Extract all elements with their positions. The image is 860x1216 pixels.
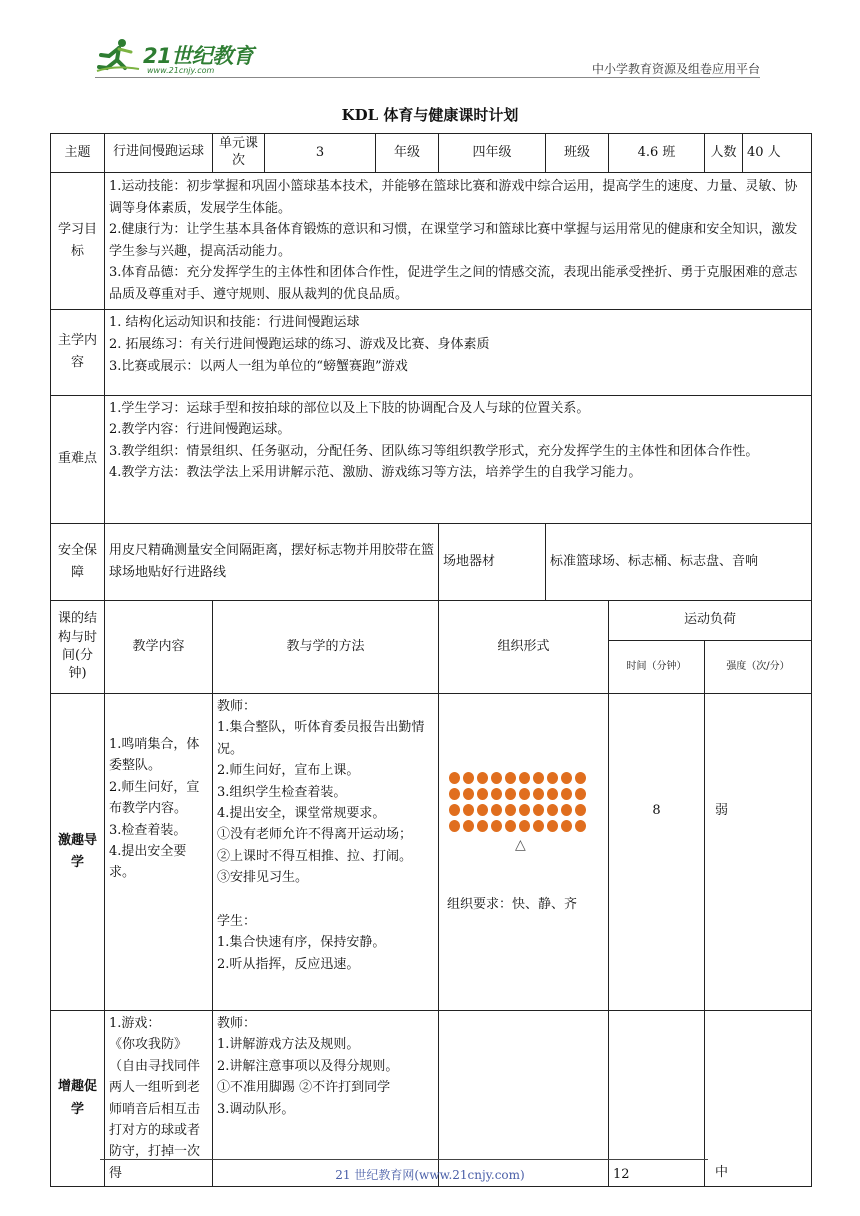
grade-label: 年级 [376,134,439,173]
info-row [51,134,812,173]
runner-logo-icon [95,38,141,74]
section-2-row [51,1010,812,1187]
content-item: 《你攻我防》 [109,1037,188,1053]
footer-text: 21 世纪教育网(www.21cnjy.com) [335,1168,525,1182]
keypoint-item: 4.教学方法：教法学法上采用讲解示范、激励、游戏练习等方法，培养学生的自我学习能力。 [109,465,642,481]
topic-label: 主题 [51,134,105,173]
count-label: 人数 [705,134,743,173]
student-formation [449,772,604,832]
method-item: 2.师生问好，宣布上课。 [217,763,360,779]
section-1-content [105,693,213,1010]
section-1-method [213,693,439,1010]
student-dot [547,820,558,832]
method-item: ③安排见习生。 [217,870,309,886]
student-dot [505,772,516,784]
keypoint-item: 1.学生学习：运球手型和按拍球的部位以及上下肢的协调配合及人与球的位置关系。 [109,400,590,416]
student-dot [463,788,474,800]
formation-requirement: 组织要求：快、静、齐 [447,896,578,912]
logo [95,32,265,78]
section-2-content [105,1010,213,1187]
student-dot [505,804,516,816]
student-dot [561,804,572,816]
topic-value: 行进间慢跑运球 [105,134,213,173]
safety-label: 安全保障 [51,523,105,600]
section-1-label: 激趣导学 [51,693,105,1010]
student-dot [519,772,530,784]
equipment-value: 标准篮球场、标志桶、标志盘、音响 [546,523,812,600]
student-dot [491,788,502,800]
safety-text: 用皮尺精确测量安全间隔距离，摆好标志物并用胶带在篮球场地贴好行进路线 [105,523,439,600]
student-dot [491,804,502,816]
student-dot [477,804,488,816]
method-header: 教与学的方法 [213,600,439,693]
content-item: 2. 拓展练习：有关行进间慢跑运球的练习、游戏及比赛、身体素质 [109,336,490,352]
logo-url: www.21cnjy.com [147,66,215,75]
keypoint-item: 3.教学组织：情景组织、任务驱动，分配任务、团队练习等组织教学形式，充分发挥学生的主体性和团体合作性。 [109,443,759,459]
method-item: 2.听从指挥，反应迅速。 [217,956,360,972]
student-dot [575,788,586,800]
method-item: 1.集合整队，听体育委员报告出勤情况。 [217,720,425,757]
content-row [51,309,812,395]
section-2-time: 12 [609,1010,705,1187]
student-dot [519,804,530,816]
load-header: 运动负荷 [609,600,812,640]
keypoints-row [51,395,812,523]
objectives-row [51,172,812,309]
objective-item: 1.运动技能：初步掌握和巩固小篮球基本技术，并能够在篮球比赛和游戏中综合运用，提高学生的速度、力量、灵敏、协调等身体素质，发展学生体能。 [109,179,798,216]
objectives-text [105,172,812,309]
lesson-plan-table [50,133,812,1187]
platform-name: 中小学教育资源及组卷应用平台 [591,62,760,76]
student-dot [491,820,502,832]
student-dot [533,820,544,832]
intensity-header: 强度（次/分） [705,640,812,693]
method-item: 2.讲解注意事项以及得分规则。 [217,1058,399,1074]
student-dot [533,788,544,800]
student-dot [575,772,586,784]
method-item: 3.组织学生检查着装。 [217,784,347,800]
content-text [105,309,812,395]
student-dot [561,820,572,832]
keypoint-item: 2.教学内容：行进间慢跑运球。 [109,422,291,438]
structure-header-row-1 [51,600,812,640]
content-item: 3.比赛或展示：以两人一组为单位的“螃蟹赛跑”游戏 [109,358,408,374]
keypoints-text [105,395,812,523]
header-divider [95,77,760,78]
objective-item: 3.体育品德：充分发挥学生的主体性和团体合作性，促进学生之间的情感交流，表现出能承受挫折、勇于克服困难的意志品质及尊重对手、遵守规则、服从裁判的优良品质。 [109,265,798,302]
student-dot [463,772,474,784]
method-item: ①不准用脚踢 ②不许打到同学 [217,1080,391,1096]
unit-value: 3 [265,134,376,173]
method-item: 3.调动队形。 [217,1101,295,1117]
teacher-triangle-icon: △ [515,836,526,853]
content-item: 4.提出安全要求。 [109,843,187,881]
equipment-label: 场地器材 [439,523,546,600]
section-2-formation [439,1010,609,1187]
method-item: 1.讲解游戏方法及规则。 [217,1037,360,1053]
content-item: 3.检查着装。 [109,822,187,838]
method-item: 教师： [217,698,257,714]
content-item: 2.师生问好，宣布教学内容。 [109,779,200,817]
method-item: 学生： [217,913,257,929]
student-dot [533,772,544,784]
time-header: 时间（分钟） [609,640,705,693]
student-dot [547,788,558,800]
content-item: 1.游戏： [109,1015,161,1031]
section-1-intensity: 弱 [705,693,812,1010]
content-item: （自由寻找同伴两人一组听到老师哨音后相互击打对方的球或者防守，打掉一次得 [109,1058,201,1181]
student-dot [575,804,586,816]
footer-divider [100,1159,708,1160]
page-header [95,32,760,78]
unit-label: 单元课次 [213,134,265,173]
method-item [217,889,434,911]
method-item: 教师： [217,1015,257,1031]
section-1-time: 8 [609,693,705,1010]
student-dot [575,820,586,832]
student-dot [505,788,516,800]
student-dot [463,804,474,816]
objectives-label: 学习目标 [51,172,105,309]
student-dot [547,772,558,784]
student-dot [449,788,460,800]
section-2-label: 增趣促学 [51,1010,105,1187]
student-dot [477,820,488,832]
student-dot [449,772,460,784]
student-dot [505,820,516,832]
count-value: 40 人 [743,134,812,173]
student-dot [477,788,488,800]
class-value: 4.6 班 [609,134,705,173]
student-dot [449,820,460,832]
student-dot [519,820,530,832]
method-item: 4.提出安全，课堂常规要求。 [217,805,386,821]
student-dot [463,820,474,832]
section-2-intensity: 中 [705,1010,812,1187]
safety-row [51,523,812,600]
student-dot [533,804,544,816]
class-label: 班级 [546,134,609,173]
method-item: ②上课时不得互相推、拉、打闹。 [217,848,413,864]
structure-column-header: 课的结构与时间(分钟) [51,600,105,693]
teaching-content-header: 教学内容 [105,600,213,693]
content-item: 1. 结构化运动知识和技能：行进间慢跑运球 [109,314,360,330]
section-2-method [213,1010,439,1187]
document-title: KDL 体育与健康课时计划 [341,106,519,124]
grade-value: 四年级 [439,134,546,173]
keypoints-label: 重难点 [51,395,105,523]
organization-header: 组织形式 [439,600,609,693]
logo-text: 21世纪教育 [143,44,254,68]
student-dot [449,804,460,816]
student-dot [519,788,530,800]
student-dot [491,772,502,784]
content-item: 1.鸣哨集合，体委整队。 [109,736,200,774]
method-item: ①没有老师允许不得离开运动场； [217,827,413,843]
section-1-row [51,693,812,1010]
student-dot [477,772,488,784]
section-1-formation [439,693,609,1010]
content-label: 主学内容 [51,309,105,395]
student-dot [561,788,572,800]
objective-item: 2.健康行为：让学生基本具备体育锻炼的意识和习惯，在课堂学习和篮球比赛中掌握与运用常见的健康和安全知识，激发学生参与兴趣，提高活动能力。 [109,222,798,259]
student-dot [561,772,572,784]
student-dot [547,804,558,816]
method-item: 1.集合快速有序，保持安静。 [217,935,386,951]
